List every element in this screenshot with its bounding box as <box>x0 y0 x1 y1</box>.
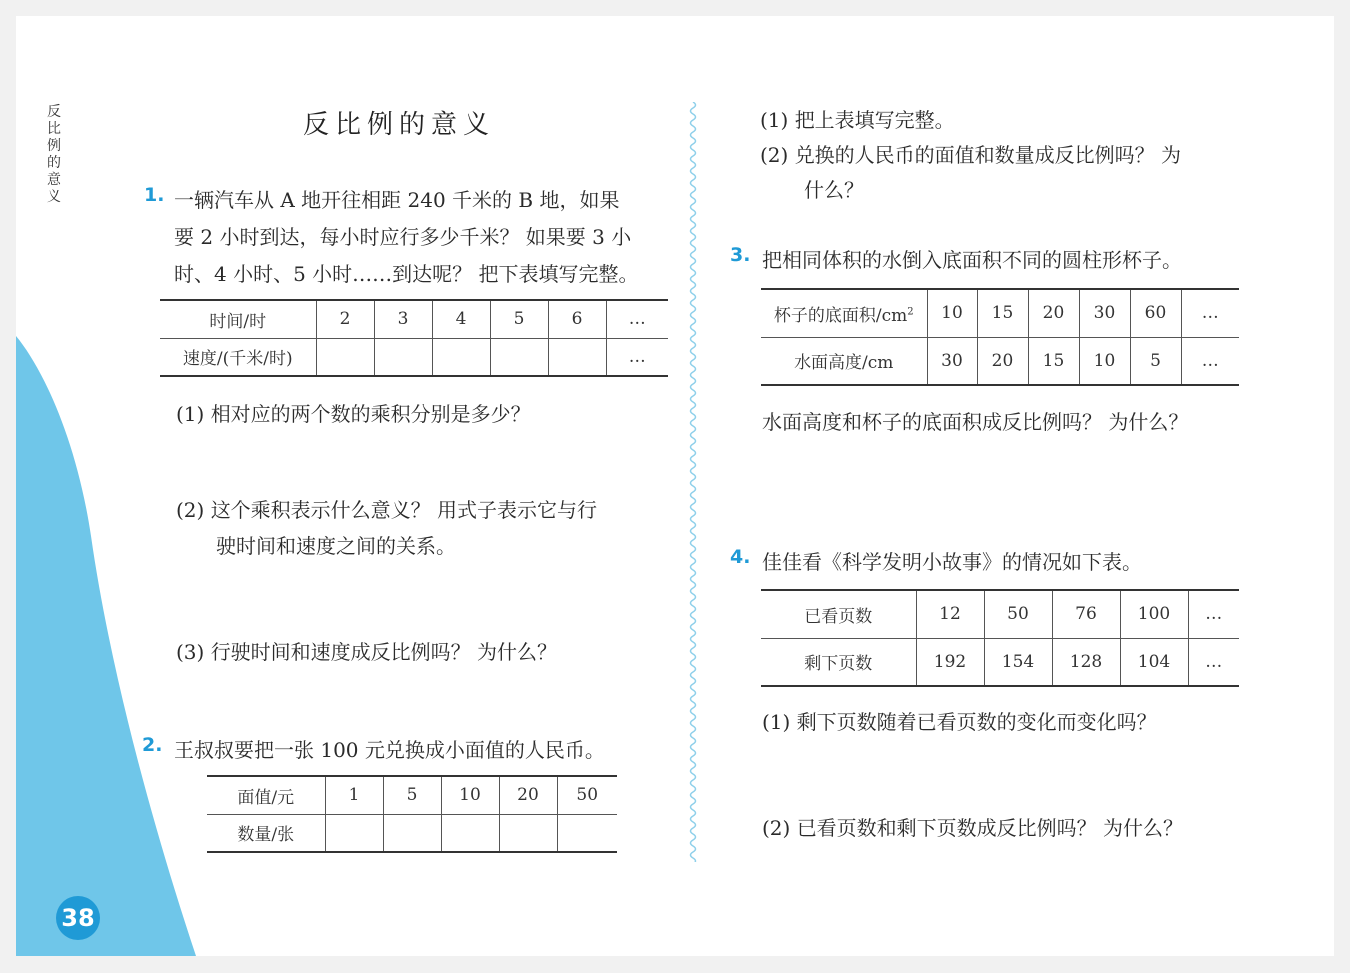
q3-header-sup: 2 <box>907 306 914 318</box>
q3-number: 3. <box>730 244 751 266</box>
q1-text-line1: 一辆汽车从 A 地开往相距 240 千米的 B 地，如果 <box>174 188 620 212</box>
q1-answer-blank[interactable] <box>316 338 374 376</box>
q3-table-cell: 20 <box>1028 289 1079 337</box>
page-number: 38 <box>56 896 100 940</box>
q1-text-line3: 时、4 小时、5 小时……到达呢？ 把下表填写完整。 <box>174 262 639 286</box>
q2-table <box>207 775 617 853</box>
q1-table-cell: … <box>606 338 668 376</box>
q2-table-cell: 5 <box>383 776 441 814</box>
q4-number: 4. <box>730 546 751 568</box>
q1-answer-blank[interactable] <box>374 338 432 376</box>
q3-table-cell: 30 <box>927 337 977 385</box>
q3-question: 水面高度和杯子的底面积成反比例吗？ 为什么？ <box>762 410 1189 434</box>
q2-answer-blank[interactable] <box>441 814 499 852</box>
q2-sub1: (1) 把上表填写完整。 <box>760 108 955 132</box>
q2-number: 2. <box>142 734 163 756</box>
q2-table-cell: 50 <box>557 776 617 814</box>
q1-answer-blank[interactable] <box>432 338 490 376</box>
q1-sub2-line1: (2) 这个乘积表示什么意义？ 用式子表示它与行 <box>176 498 598 522</box>
center-divider <box>686 102 700 862</box>
q3-table-cell: … <box>1181 289 1239 337</box>
q1-table-cell: … <box>606 300 668 338</box>
q1-sub3: (3) 行驶时间和速度成反比例吗？ 为什么？ <box>176 640 558 664</box>
q1-table-cell: 6 <box>548 300 606 338</box>
q2-table-cell: 1 <box>325 776 383 814</box>
q4-table-cell: 128 <box>1052 638 1120 686</box>
q1-table-cell: 3 <box>374 300 432 338</box>
q3-text: 把相同体积的水倒入底面积不同的圆柱形杯子。 <box>762 248 1182 272</box>
q4-sub2: (2) 已看页数和剩下页数成反比例吗？ 为什么？ <box>762 816 1184 840</box>
q4-table-cell: 104 <box>1120 638 1188 686</box>
q4-table-cell: 12 <box>916 590 984 638</box>
q2-text: 王叔叔要把一张 100 元兑换成小面值的人民币。 <box>174 738 605 762</box>
q1-table-cell: 5 <box>490 300 548 338</box>
q1-answer-blank[interactable] <box>548 338 606 376</box>
side-title: 反 比 例 的 意 义 <box>47 104 61 205</box>
q4-table-cell: 76 <box>1052 590 1120 638</box>
q4-table-header: 剩下页数 <box>761 638 916 686</box>
q2-table-cell: 10 <box>441 776 499 814</box>
q4-table-cell: 100 <box>1120 590 1188 638</box>
q3-table-cell: 10 <box>1079 337 1130 385</box>
q2-sub2-line1: (2) 兑换的人民币的面值和数量成反比例吗？ 为 <box>760 143 1182 167</box>
q3-table-cell: 30 <box>1079 289 1130 337</box>
q2-answer-blank[interactable] <box>557 814 617 852</box>
q4-table-cell: … <box>1188 590 1239 638</box>
q1-text-line2: 要 2 小时到达，每小时应行多少千米？ 如果要 3 小 <box>174 225 632 249</box>
q4-table-cell: 154 <box>984 638 1052 686</box>
q4-table-cell: … <box>1188 638 1239 686</box>
q3-table-header <box>761 289 927 337</box>
q3-header-label: 杯子的底面积/cm <box>773 305 908 326</box>
q2-sub2-line2: 什么？ <box>804 178 864 202</box>
q1-sub2-line2: 驶时间和速度之间的关系。 <box>216 534 456 558</box>
q2-table-header: 数量/张 <box>207 814 325 852</box>
q3-table-header: 水面高度/cm <box>761 337 927 385</box>
q4-table-cell: 50 <box>984 590 1052 638</box>
q1-table-header: 时间/时 <box>209 311 267 332</box>
q3-table <box>761 288 1239 386</box>
q3-table-cell: 10 <box>927 289 977 337</box>
q3-table-cell: … <box>1181 337 1239 385</box>
q3-table-cell: 60 <box>1130 289 1181 337</box>
q2-answer-blank[interactable] <box>383 814 441 852</box>
q1-table <box>160 299 668 377</box>
page-title: 反比例的意义 <box>302 110 495 140</box>
q1-sub1: (1) 相对应的两个数的乘积分别是多少？ <box>176 402 531 426</box>
q3-table-cell: 5 <box>1130 337 1181 385</box>
q1-answer-blank[interactable] <box>490 338 548 376</box>
q4-sub1: (1) 剩下页数随着已看页数的变化而变化吗？ <box>762 710 1157 734</box>
q1-table-cell: 2 <box>316 300 374 338</box>
q4-table-header: 已看页数 <box>804 606 873 627</box>
workbook-page <box>16 16 1334 956</box>
q1-number: 1. <box>144 184 165 206</box>
q2-table-cell: 20 <box>499 776 557 814</box>
q1-table-cell: 4 <box>432 300 490 338</box>
q3-table-cell: 20 <box>977 337 1028 385</box>
q4-table <box>761 589 1239 687</box>
q4-text: 佳佳看《科学发明小故事》的情况如下表。 <box>762 550 1142 574</box>
q4-table-cell: 192 <box>916 638 984 686</box>
q2-answer-blank[interactable] <box>499 814 557 852</box>
q3-table-cell: 15 <box>1028 337 1079 385</box>
q2-answer-blank[interactable] <box>325 814 383 852</box>
q3-table-cell: 15 <box>977 289 1028 337</box>
q2-table-header: 面值/元 <box>237 787 295 808</box>
q1-table-header: 速度/(千米/时) <box>160 338 316 376</box>
